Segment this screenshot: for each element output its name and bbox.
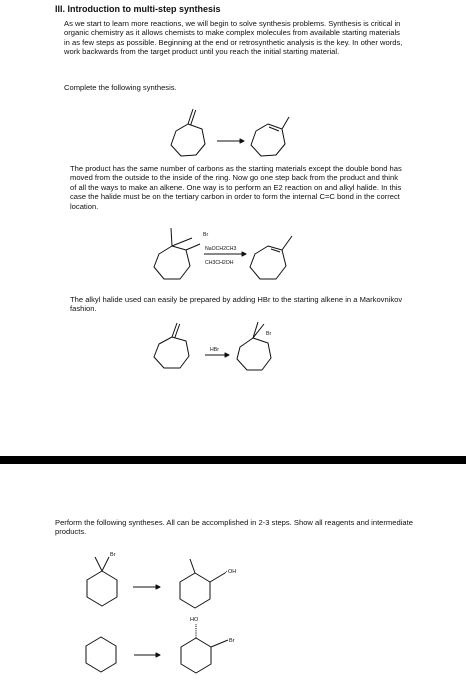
problem-2-ho-label: HO — [190, 617, 199, 623]
problem-1-br-label: Br — [110, 552, 116, 558]
bromo-hydroxycyclohexane-structure — [181, 624, 228, 673]
e2-reagent-label: NaOCH2CH3 — [205, 246, 237, 252]
methylenecycloheptane-start-structure — [154, 323, 189, 368]
methylenecycloheptane-structure — [171, 109, 205, 156]
methylcycloheptene-structure — [251, 117, 289, 156]
methylcycloheptene-product-structure — [250, 236, 292, 279]
hbr-reaction-arrow — [205, 353, 229, 357]
problem-1-arrow — [133, 585, 160, 589]
bromomethylcycloheptane-structure — [154, 228, 200, 279]
bromo-methylcyclohexane-structure — [87, 557, 117, 606]
problem-2-br-label: Br — [229, 638, 235, 644]
problem-1-oh-label: OH — [228, 569, 237, 575]
explanation-paragraph: The product has the same number of carbons as the starting materials except the double bond has moved from the outside to the inside of the ring. Now go one step back from the product and think of all the ways to make an alkene. One way is to perform an E2 reaction on and alkyl halide. In this case the halide must be on the tertiary carbon in order to form the internal C=C bond in the correct location. — [70, 164, 402, 211]
practice-prompt: Perform the following syntheses. All can be accomplished in 2-3 steps. Show all reagents and intermediate products. — [55, 518, 413, 537]
markovnikov-paragraph: The alkyl halide used can easily be prepared by adding HBr to the starting alkene in a Markovnikov fashion. — [70, 295, 403, 314]
e2-br-label: Br — [203, 232, 209, 238]
tertiary-bromide-structure — [237, 322, 271, 370]
cyclohexane-structure — [86, 637, 116, 672]
intro-paragraph: As we start to learn more reactions, we will begin to solve synthesis problems. Synthesis is critical in organic chemistry as it allows chemists to make complex molecules from available starting materials in as few steps as possible. Beginning at the end or retrosynthetic analysis is the key. In other words, work backwards from the target product until you reach the initial starting material. — [64, 19, 403, 57]
e2-solvent-label: CH3CH2OH — [205, 260, 234, 266]
hbr-br-label: Br — [266, 331, 272, 337]
cyclohexylmethanol-structure — [180, 559, 227, 608]
hbr-reagent-label: HBr — [210, 347, 219, 353]
e2-reaction-arrow — [204, 252, 246, 256]
complete-synthesis-prompt: Complete the following synthesis. — [64, 83, 177, 92]
problem-2-arrow — [134, 653, 160, 657]
section-title: III. Introduction to multi-step synthesis — [55, 4, 221, 14]
reaction-arrow — [217, 139, 244, 143]
